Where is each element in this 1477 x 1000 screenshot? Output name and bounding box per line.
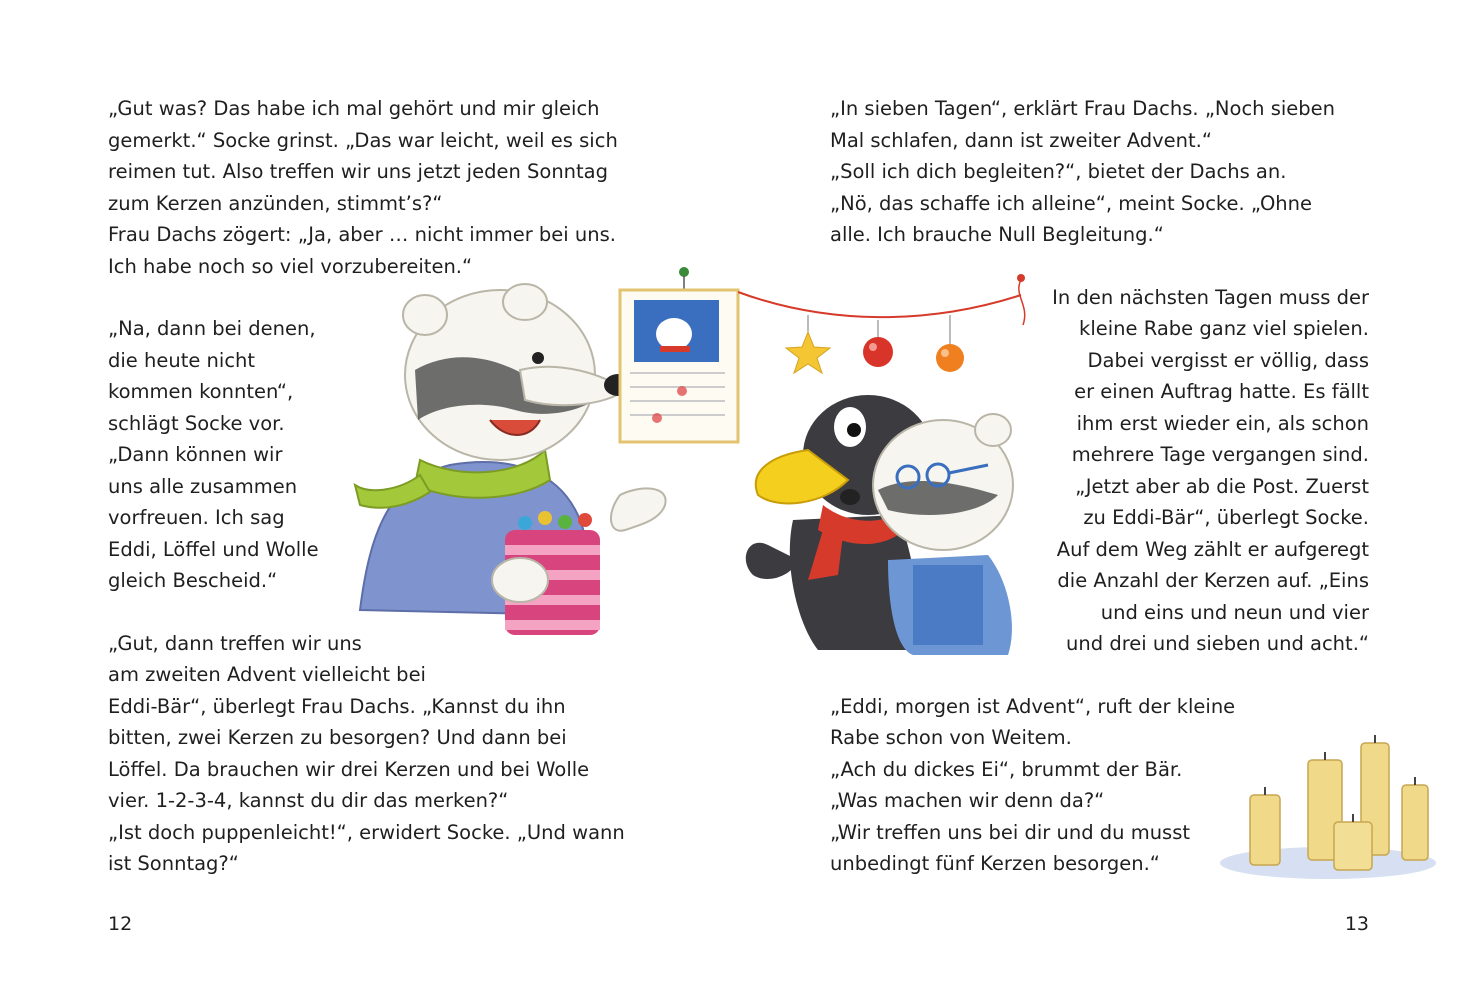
text-line: gemerkt.“ Socke grinst. „Das war leicht, weil es sich bbox=[108, 129, 618, 152]
text-line: „Eddi, morgen ist Advent“, ruft der kleine bbox=[830, 695, 1236, 718]
text-line: In den nächsten Tagen muss der bbox=[1052, 286, 1369, 309]
text-line: „In sieben Tagen“, erklärt Frau Dachs. „Noch sieben bbox=[830, 97, 1336, 120]
text-line: Dabei vergisst er völlig, dass bbox=[1087, 349, 1369, 372]
page-number-left: 12 bbox=[108, 913, 133, 935]
text-line: „Was machen wir denn da?“ bbox=[830, 789, 1105, 812]
text-line: er einen Auftrag hatte. Es fällt bbox=[1074, 380, 1369, 403]
text-line: Frau Dachs zögert: „Ja, aber … nicht immer bei uns. bbox=[108, 223, 616, 246]
calendar-illustration bbox=[612, 266, 742, 451]
text-line: „Soll ich dich begleiten?“, bietet der Dachs an. bbox=[830, 160, 1287, 183]
text-line: mehrere Tage vergangen sind. bbox=[1071, 443, 1369, 466]
text-line: reimen tut. Also treffen wir uns jetzt jeden Sonntag bbox=[108, 160, 609, 183]
text-line: gleich Bescheid.“ bbox=[108, 569, 278, 592]
text-line: „Gut was? Das habe ich mal gehört und mir gleich bbox=[108, 97, 600, 120]
right-page bbox=[738, 0, 1477, 1000]
text-line: Auf dem Weg zählt er aufgeregt bbox=[1056, 538, 1369, 561]
text-line: die heute nicht bbox=[108, 349, 256, 372]
text-line: Rabe schon von Weitem. bbox=[830, 726, 1072, 749]
text-line: Eddi, Löffel und Wolle bbox=[108, 538, 319, 561]
text-line: Mal schlafen, dann ist zweiter Advent.“ bbox=[830, 129, 1212, 152]
text-line: und eins und neun und vier bbox=[1100, 601, 1369, 624]
text-line: alle. Ich brauche Null Begleitung.“ bbox=[830, 223, 1164, 246]
text-line: ist Sonntag?“ bbox=[108, 852, 239, 875]
candles-illustration bbox=[1216, 735, 1441, 885]
text-line: am zweiten Advent vielleicht bei bbox=[108, 663, 426, 686]
text-line: vorfreuen. Ich sag bbox=[108, 506, 285, 529]
text-line: zu Eddi-Bär“, überlegt Socke. bbox=[1083, 506, 1369, 529]
text-line: schlägt Socke vor. bbox=[108, 412, 285, 435]
text-line: uns alle zusammen bbox=[108, 475, 298, 498]
text-line: zum Kerzen anzünden, stimmt’s?“ bbox=[108, 192, 443, 215]
text-line: Löffel. Da brauchen wir drei Kerzen und bei Wolle bbox=[108, 758, 590, 781]
text-line: Eddi-Bär“, überlegt Frau Dachs. „Kannst du ihn bbox=[108, 695, 566, 718]
text-line: „Gut, dann treffen wir uns bbox=[108, 632, 362, 655]
text-line: „Jetzt aber ab die Post. Zuerst bbox=[1075, 475, 1369, 498]
text-line: „Dann können wir bbox=[108, 443, 283, 466]
text-line: Ich habe noch so viel vorzubereiten.“ bbox=[108, 255, 473, 278]
crow-and-badger-illustration bbox=[738, 385, 1033, 660]
page-number-right: 13 bbox=[1344, 913, 1369, 935]
text-line: bitten, zwei Kerzen zu besorgen? Und dann bei bbox=[108, 726, 567, 749]
text-line: ihm erst wieder ein, als schon bbox=[1076, 412, 1369, 435]
text-line: „Nö, das schaffe ich alleine“, meint Socke. „Ohne bbox=[830, 192, 1313, 215]
text-line: unbedingt fünf Kerzen besorgen.“ bbox=[830, 852, 1160, 875]
text-line: die Anzahl der Kerzen auf. „Eins bbox=[1057, 569, 1369, 592]
text-line: „Ach du dickes Ei“, brummt der Bär. bbox=[830, 758, 1183, 781]
text-line: und drei und sieben und acht.“ bbox=[1066, 632, 1369, 655]
text-line: kleine Rabe ganz viel spielen. bbox=[1079, 317, 1369, 340]
text-line: „Ist doch puppenleicht!“, erwidert Socke. „Und wann bbox=[108, 821, 625, 844]
text-line: „Na, dann bei denen, bbox=[108, 317, 316, 340]
text-line: vier. 1-2-3-4, kannst du dir das merken?“ bbox=[108, 789, 509, 812]
text-line: „Wir treffen uns bei dir und du musst bbox=[830, 821, 1191, 844]
text-line: kommen konnten“, bbox=[108, 380, 294, 403]
left-page bbox=[0, 0, 738, 1000]
garland-illustration bbox=[738, 270, 1038, 385]
